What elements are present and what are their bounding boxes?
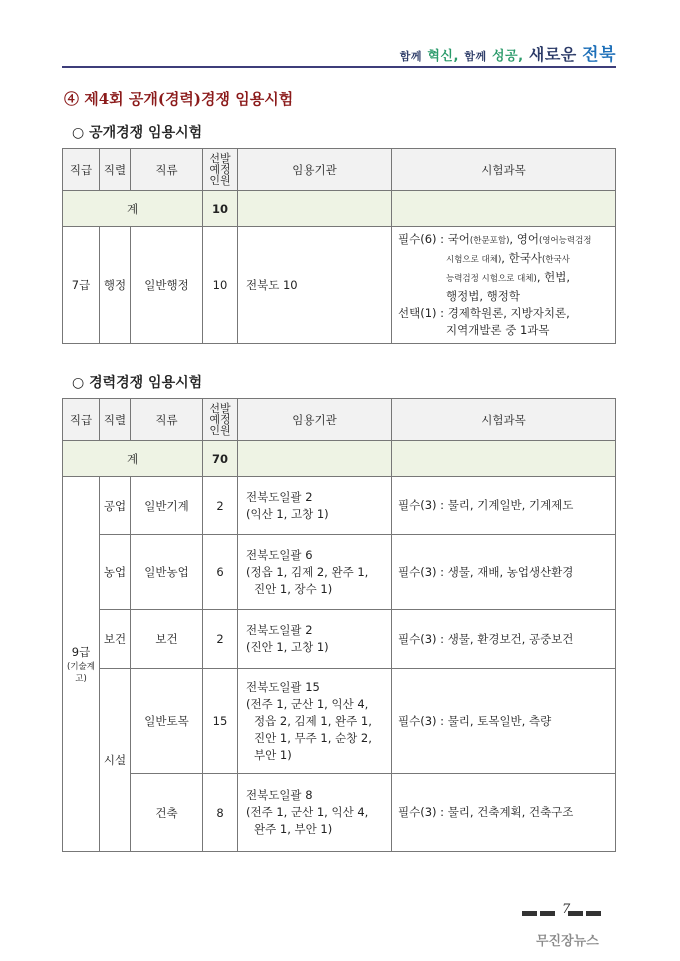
grade-cell: 7급 (63, 227, 100, 344)
table-header-row (63, 399, 616, 441)
header-planned-line: 선발 (209, 152, 231, 165)
header-planned-line: 인원 (209, 174, 231, 187)
table-header-row (63, 149, 616, 191)
subject-note: (한국사 (541, 255, 570, 265)
header-type: 직류 (131, 399, 203, 441)
count-cell: 2 (203, 610, 238, 669)
type-cell: 보건 (131, 610, 203, 669)
table-row (63, 477, 616, 535)
watermark: 무진장뉴스 (536, 934, 599, 949)
header-type: 직류 (131, 149, 203, 191)
agency-line: 진안 1, 무주 1, 순창 2, (254, 730, 372, 745)
series-cell: 공업 (100, 477, 131, 535)
total-row (63, 191, 616, 227)
agency-line: (전주 1, 군산 1, 익산 4, (246, 696, 369, 711)
agency-line: 진안 1, 장수 1) (254, 581, 333, 596)
total-value: 70 (203, 441, 238, 477)
count-cell: 8 (203, 774, 238, 852)
total-label: 계 (63, 441, 203, 477)
slogan-part: 성공, (491, 49, 524, 64)
agency-line: 전북도일괄 6 (246, 547, 313, 562)
header-planned-line: 선발 (209, 402, 231, 415)
slogan-part: 새로운 (528, 45, 577, 64)
type-cell: 일반기계 (131, 477, 203, 535)
empty-cell (238, 441, 392, 477)
series-cell: 시설 (100, 669, 131, 852)
header-agency: 임용기관 (238, 149, 392, 191)
subject-text: , 영어 (509, 232, 539, 246)
header-subjects: 시험과목 (392, 399, 616, 441)
subject-text: , 헌법, (536, 270, 571, 284)
subject-note: (영어능력검정 (538, 236, 592, 246)
agency-line: 전북도일괄 2 (246, 489, 313, 504)
subjects-cell: 필수(3) : 물리, 기계일반, 기계제도 (392, 477, 616, 535)
header-planned-line: 예정 (209, 163, 231, 176)
type-cell: 일반토목 (131, 669, 203, 774)
agency-line: 전북도일괄 15 (246, 679, 320, 694)
series-cell: 농업 (100, 535, 131, 610)
career-exam-table (62, 398, 616, 852)
agency-line: 전북도일괄 2 (246, 623, 313, 637)
subjects-cell: 필수(3) : 생물, 환경보건, 공중보건 (392, 610, 616, 669)
slogan-part: 함께 (464, 50, 487, 63)
series-cell: 보건 (100, 610, 131, 669)
header-planned (203, 149, 238, 191)
empty-cell (392, 441, 616, 477)
agency-cell (238, 774, 392, 852)
agency-cell (238, 477, 392, 535)
header-planned-line: 인원 (209, 424, 231, 437)
subjects-cell (392, 227, 616, 344)
page-number: 7 (562, 902, 571, 917)
subsection-title-open: ○ 공개경쟁 임용시험 (72, 125, 203, 141)
count-cell: 10 (203, 227, 238, 344)
header-grade: 직급 (63, 399, 100, 441)
type-cell: 일반행정 (131, 227, 203, 344)
agency-line: 완주 1, 부안 1) (254, 822, 333, 836)
header-planned (203, 399, 238, 441)
header-series: 직렬 (100, 149, 131, 191)
agency-cell (238, 669, 392, 774)
type-cell: 일반농업 (131, 535, 203, 610)
slogan-part: 혁신, (427, 49, 459, 64)
total-label: 계 (63, 191, 203, 227)
table-row (63, 669, 616, 774)
agency-cell (238, 610, 392, 669)
type-cell: 건축 (131, 774, 203, 852)
agency-line: 정읍 2, 김제 1, 완주 1, (254, 713, 372, 728)
table-row (63, 774, 616, 852)
subjects-cell: 필수(3) : 생물, 재배, 농업생산환경 (392, 535, 616, 610)
header-divider (62, 66, 616, 68)
total-value: 10 (203, 191, 238, 227)
header-agency: 임용기관 (238, 399, 392, 441)
subject-text: 필수(6) : 국어 (398, 232, 470, 246)
required-subjects-cont: 행정법, 행정학 (446, 289, 520, 303)
subject-text: , 한국사 (501, 251, 542, 265)
agency-line: (진안 1, 고창 1) (246, 640, 329, 654)
header-planned-line: 예정 (209, 413, 231, 426)
required-subjects-cont (398, 250, 609, 269)
table-row (63, 610, 616, 669)
table-row (63, 535, 616, 610)
total-row (63, 441, 616, 477)
slogan-part: 전북 (582, 45, 616, 65)
elective-subjects: 선택(1) : 경제학원론, 지방자치론, (398, 306, 570, 320)
header-subjects: 시험과목 (392, 149, 616, 191)
agency-line: 전북도일괄 8 (246, 788, 313, 802)
subject-note: (한문포함) (469, 236, 510, 246)
slogan-part: 함께 (399, 50, 422, 63)
subject-note: 시험으로 대체) (446, 255, 502, 265)
grade-label: 9급 (71, 645, 91, 659)
slogan (400, 40, 616, 65)
agency-line: 부안 1) (254, 747, 292, 762)
elective-subjects-cont: 지역개발론 중 1과목 (446, 323, 550, 337)
grade-note: (기술계고) (67, 662, 95, 684)
subjects-cell: 필수(3) : 물리, 토목일반, 측량 (392, 669, 616, 774)
agency-line: (익산 1, 고창 1) (246, 506, 329, 521)
series-cell: 행정 (100, 227, 131, 344)
empty-cell (392, 191, 616, 227)
open-exam-table (62, 148, 616, 344)
subjects-cell: 필수(3) : 물리, 건축계획, 건축구조 (392, 774, 616, 852)
agency-line: (전주 1, 군산 1, 익산 4, (246, 805, 369, 819)
agency-cell: 전북도 10 (238, 227, 392, 344)
subject-note: 능력검정 시험으로 대체) (446, 274, 537, 284)
required-subjects-cont (398, 269, 609, 288)
required-subjects (398, 231, 609, 250)
header-series: 직렬 (100, 399, 131, 441)
subsection-title-career: ○ 경력경쟁 임용시험 (72, 375, 203, 391)
agency-line: (정읍 1, 김제 2, 완주 1, (246, 564, 369, 579)
table-row (63, 227, 616, 344)
empty-cell (238, 191, 392, 227)
count-cell: 2 (203, 477, 238, 535)
header-grade: 직급 (63, 149, 100, 191)
section-heading: ④ 제4회 공개(경력)경쟁 임용시험 (64, 90, 294, 108)
count-cell: 6 (203, 535, 238, 610)
count-cell: 15 (203, 669, 238, 774)
grade-cell (63, 477, 100, 852)
agency-cell (238, 535, 392, 610)
